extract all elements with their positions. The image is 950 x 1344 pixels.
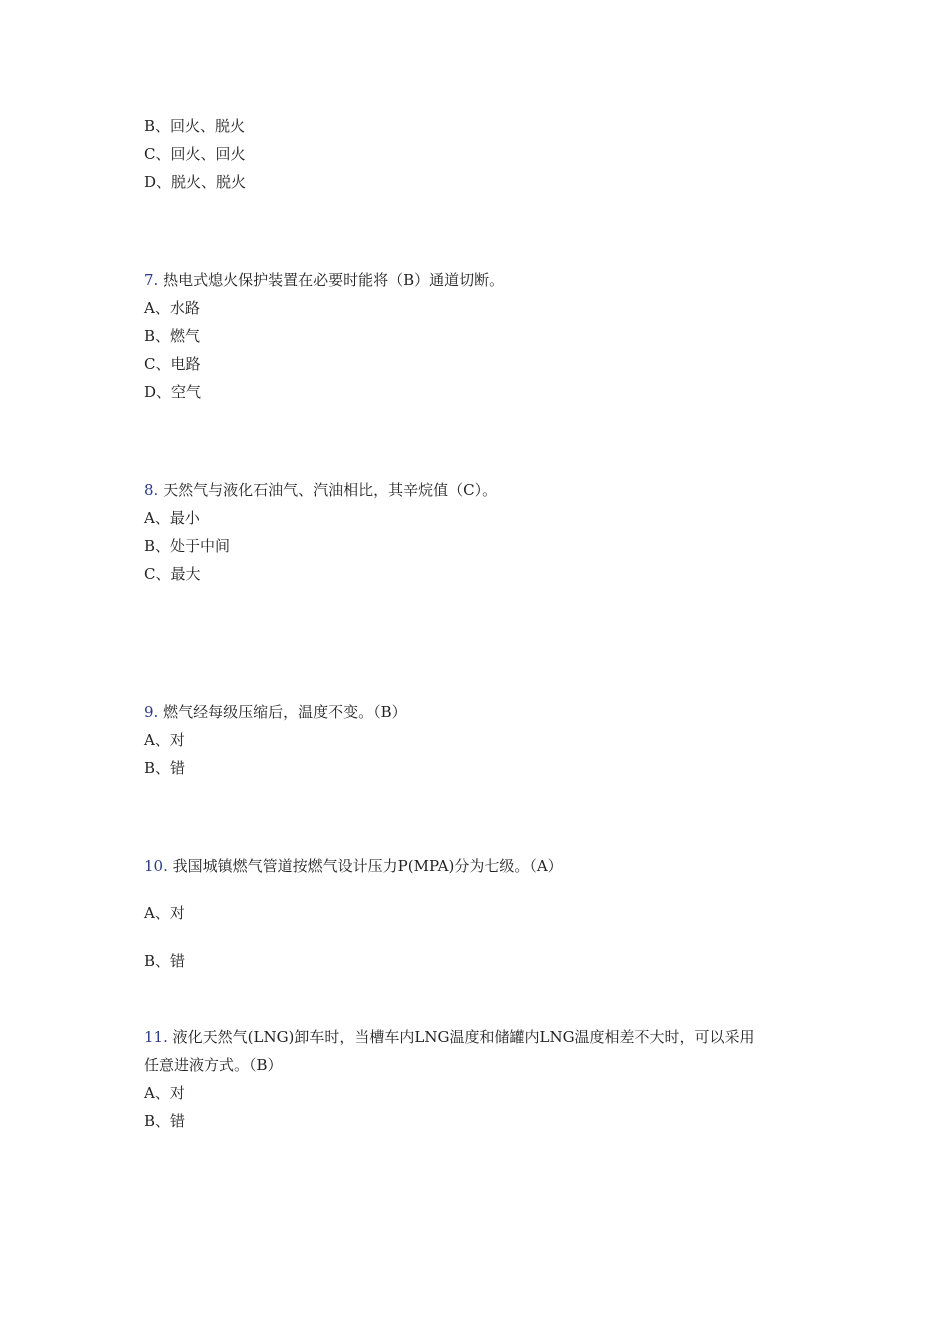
option-b: B、回火、脱火 (144, 117, 246, 135)
option-c: C、最大 (144, 565, 201, 583)
option-c: C、回火、回火 (144, 145, 246, 163)
question-stem (144, 856, 563, 876)
question-stem (144, 480, 497, 500)
question-text: 燃气经每级压缩后，温度不变。（B） (163, 703, 407, 721)
option-a: A、水路 (144, 299, 200, 317)
question-text: 天然气与液化石油气、汽油相比，其辛烷值（C）。 (163, 481, 498, 499)
option-b: B、燃气 (144, 327, 201, 345)
question-number: 10. (144, 857, 168, 875)
question-number: 9. (144, 703, 159, 721)
option-d: D、脱火、脱火 (144, 173, 247, 191)
question-number: 8. (144, 481, 159, 499)
question-number: 11. (144, 1028, 168, 1046)
question-stem (144, 270, 504, 290)
question-text: 热电式熄火保护装置在必要时能将（B）通道切断。 (163, 271, 505, 289)
option-a: A、对 (144, 731, 185, 749)
option-c: C、电路 (144, 355, 201, 373)
question-number: 7. (144, 271, 159, 289)
option-d: D、空气 (144, 383, 202, 401)
question-stem (144, 702, 407, 722)
question-text-continued: 任意进液方式。（B） (144, 1056, 283, 1074)
question-stem (144, 1027, 755, 1047)
option-a: A、最小 (144, 509, 200, 527)
option-a: A、对 (144, 1084, 185, 1102)
option-b: B、错 (144, 952, 186, 970)
question-text: 我国城镇燃气管道按燃气设计压力P(MPA)分为七级。（A） (172, 857, 563, 875)
option-b: B、处于中间 (144, 537, 231, 555)
option-b: B、错 (144, 759, 186, 777)
question-text: 液化天然气(LNG)卸车时，当槽车内LNG温度和储罐内LNG温度相差不大时，可以采用 (172, 1028, 755, 1046)
option-a: A、对 (144, 904, 185, 922)
option-b: B、错 (144, 1112, 186, 1130)
